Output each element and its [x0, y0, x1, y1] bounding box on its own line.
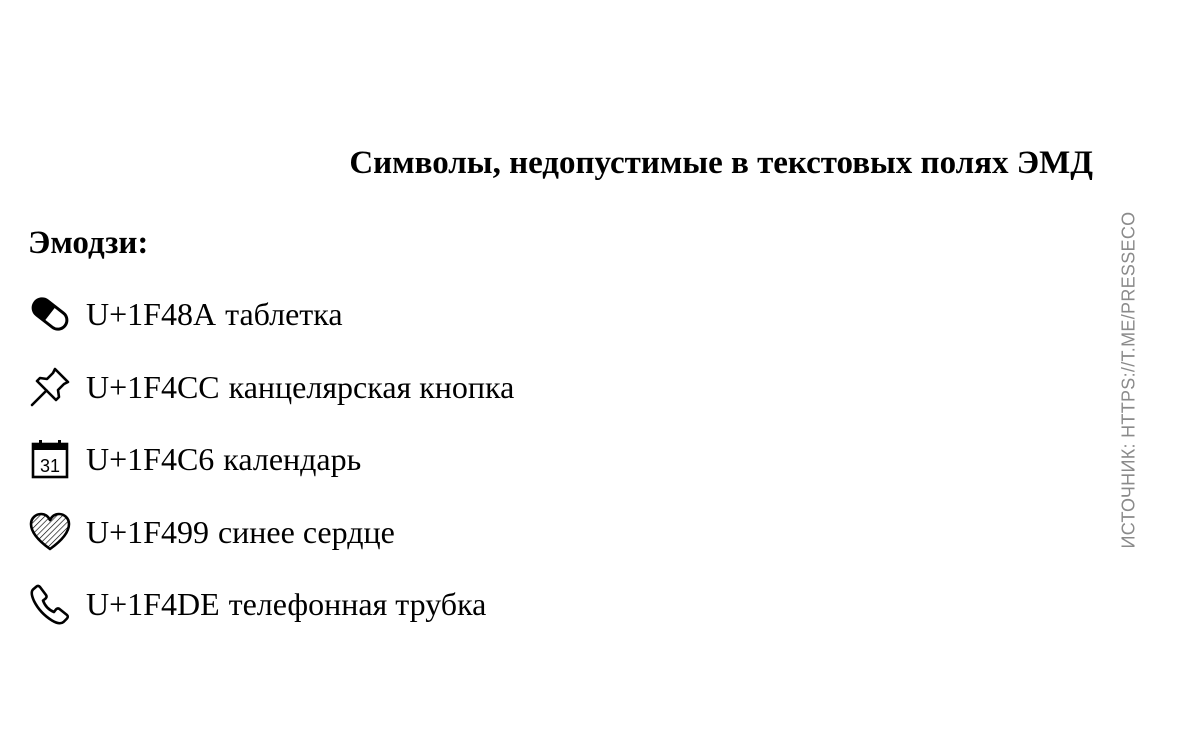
- emoji-code: U+1F4CC: [86, 368, 220, 405]
- calendar-icon: [28, 436, 74, 482]
- list-item: [28, 290, 514, 338]
- emoji-code: U+1F48A: [86, 296, 217, 332]
- emoji-list: [28, 290, 514, 653]
- emoji-name: календарь: [223, 441, 362, 477]
- emoji-name: телефонная трубка: [228, 586, 487, 622]
- source-watermark: ИСТОЧНИК: HTTPS://T.ME/PRESSECO: [1118, 211, 1139, 549]
- phone-icon: [28, 581, 74, 627]
- pill-icon: [28, 291, 74, 337]
- emoji-code: U+1F499: [86, 513, 209, 550]
- list-item: [28, 363, 514, 411]
- emoji-name: канцелярская кнопка: [228, 368, 515, 405]
- pushpin-icon: [28, 364, 74, 410]
- heart-icon: [28, 509, 74, 555]
- page-title: Символы, недопустимые в текстовых полях ЭМД: [349, 145, 1093, 181]
- calendar-icon-number: 31: [39, 456, 61, 476]
- emoji-code: U+1F4DE: [86, 586, 220, 622]
- emoji-code: U+1F4C6: [86, 441, 215, 477]
- section-heading-emoji: Эмодзи:: [28, 225, 149, 261]
- emoji-name: таблетка: [225, 296, 343, 332]
- list-item: [28, 508, 514, 556]
- list-item: [28, 435, 514, 483]
- list-item: [28, 580, 514, 628]
- emoji-name: синее сердце: [217, 513, 395, 550]
